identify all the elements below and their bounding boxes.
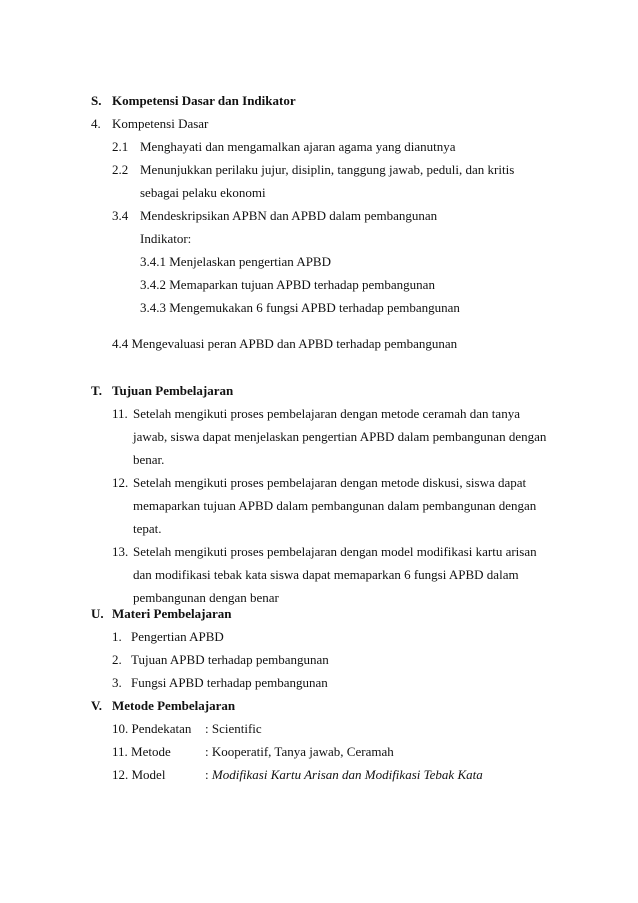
materi-text: Fungsi APBD terhadap pembangunan (131, 675, 328, 690)
metode-label: 12. Model (112, 767, 166, 782)
tujuan-line: pembangunan dengan benar (133, 590, 279, 605)
section-u-letter: U. (91, 606, 104, 621)
materi-text: Tujuan APBD terhadap pembangunan (131, 652, 329, 667)
tujuan-line: benar. (133, 452, 165, 467)
indikator-label: Indikator: (140, 231, 192, 246)
tujuan-line: memaparkan tujuan APBD dalam pembangunan dalam pembangunan dengan (133, 498, 537, 513)
item-4-text: Kompetensi Dasar (112, 116, 209, 131)
section-s-title: Kompetensi Dasar dan Indikator (112, 93, 296, 108)
metode-label: 10. Pendekatan (112, 721, 192, 736)
tujuan-line: dan modifikasi tebak kata siswa dapat memaparkan 6 fungsi APBD dalam (133, 567, 519, 582)
kd-text-continuation: sebagai pelaku ekonomi (140, 185, 266, 200)
section-t-title: Tujuan Pembelajaran (112, 383, 234, 398)
kd-text: Mendeskripsikan APBN dan APBD dalam pembangunan (140, 208, 438, 223)
metode-colon: : (205, 767, 212, 782)
tujuan-number: 13. (112, 544, 129, 559)
metode-value: : Scientific (205, 721, 262, 736)
section-t-letter: T. (91, 383, 102, 398)
item-4-number: 4. (91, 116, 101, 131)
kd-4-4-text: 4.4 Mengevaluasi peran APBD dan APBD terhadap pembangunan (112, 336, 458, 351)
indikator-item: 3.4.1 Menjelaskan pengertian APBD (140, 254, 331, 269)
section-v-letter: V. (91, 698, 102, 713)
tujuan-line: Setelah mengikuti proses pembelajaran dengan model modifikasi kartu arisan (133, 544, 537, 559)
section-u-title: Materi Pembelajaran (112, 606, 232, 621)
metode-value-row (205, 767, 483, 783)
tujuan-line: Setelah mengikuti proses pembelajaran dengan metode ceramah dan tanya (133, 406, 520, 421)
kd-number: 2.2 (112, 162, 129, 177)
materi-number: 3. (112, 675, 122, 690)
kd-text: Menghayati dan mengamalkan ajaran agama yang dianutnya (140, 139, 456, 154)
tujuan-line: tepat. (133, 521, 162, 536)
tujuan-line: Setelah mengikuti proses pembelajaran dengan metode diskusi, siswa dapat (133, 475, 527, 490)
section-s-letter: S. (91, 93, 102, 108)
kd-number: 3.4 (112, 208, 129, 223)
tujuan-number: 12. (112, 475, 129, 490)
metode-label: 11. Metode (112, 744, 171, 759)
metode-value: : Kooperatif, Tanya jawab, Ceramah (205, 744, 394, 759)
metode-value: Modifikasi Kartu Arisan dan Modifikasi Tebak Kata (211, 767, 483, 782)
indikator-item: 3.4.3 Mengemukakan 6 fungsi APBD terhadap pembangunan (140, 300, 460, 315)
materi-number: 1. (112, 629, 122, 644)
materi-text: Pengertian APBD (131, 629, 224, 644)
tujuan-line: jawab, siswa dapat menjelaskan pengertian APBD dalam pembangunan dengan (133, 429, 547, 444)
section-v-title: Metode Pembelajaran (112, 698, 236, 713)
materi-number: 2. (112, 652, 122, 667)
indikator-item: 3.4.2 Memaparkan tujuan APBD terhadap pembangunan (140, 277, 435, 292)
kd-number: 2.1 (112, 139, 129, 154)
kd-text: Menunjukkan perilaku jujur, disiplin, tanggung jawab, peduli, dan kritis (140, 162, 515, 177)
tujuan-number: 11. (112, 406, 128, 421)
